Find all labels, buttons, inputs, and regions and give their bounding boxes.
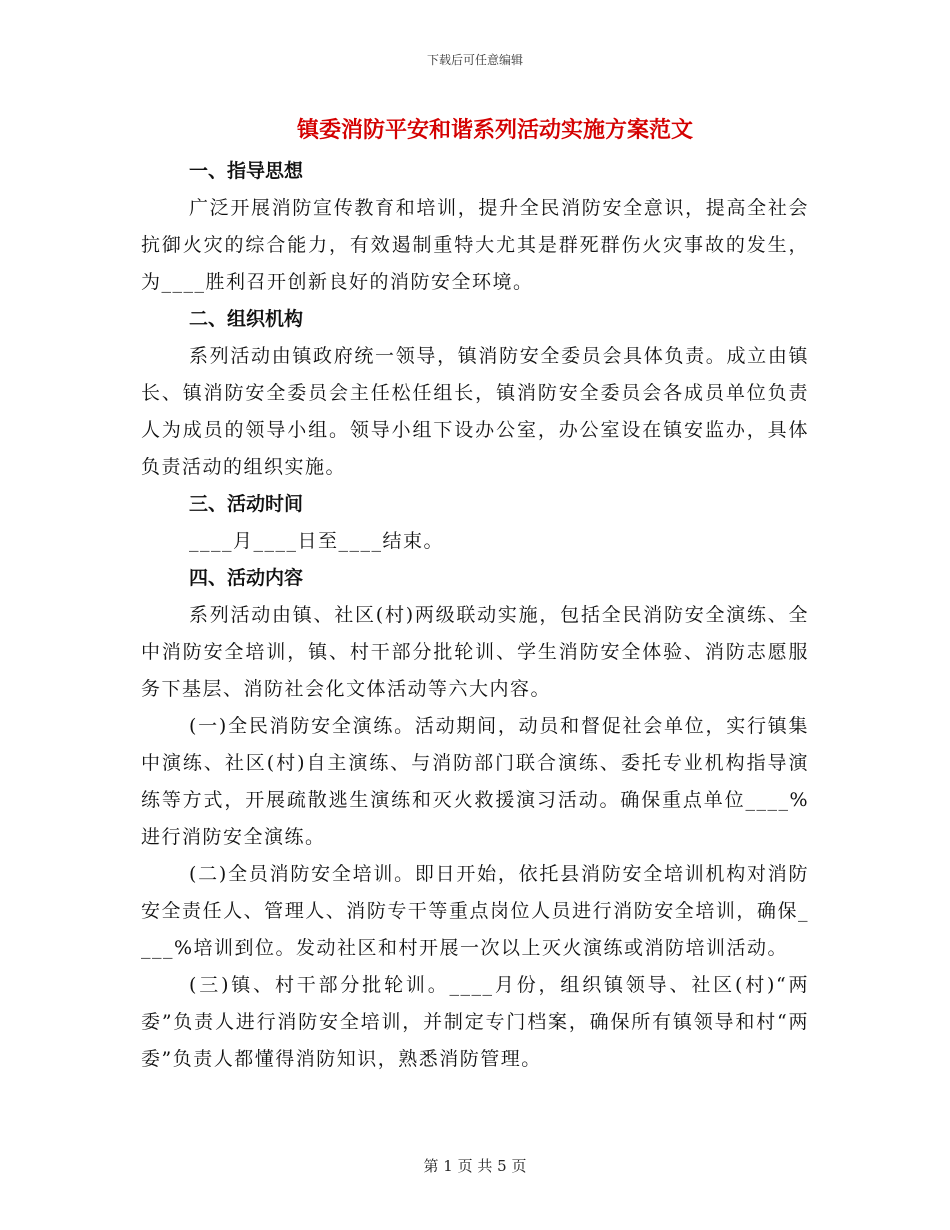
paragraph: (三)镇、村干部分批轮训。____月份，组织镇领导、社区(村)“两委”负责人进行消防安全培训，并制定专门档案，确保所有镇领导和村“两委”负责人都懂得消防知识，熟悉消防管理。 — [141, 974, 809, 1070]
page-header-note: 下载后可任意编辑 — [426, 53, 523, 67]
document-title: 镇委消防平安和谐系列活动实施方案范文 — [296, 117, 693, 143]
paragraph: (二)全员消防安全培训。即日开始，依托县消防安全培训机构对消防安全责任人、管理人、消防专干等重点岗位人员进行消防安全培训，确保____%培训到位。发动社区和村开展一次以上灭火演练或消防培训活动。 — [141, 863, 809, 959]
paragraph: 系列活动由镇政府统一领导，镇消防安全委员会具体负责。成立由镇长、镇消防安全委员会主任松任组长，镇消防安全委员会各成员单位负责人为成员的领导小组。领导小组下设办公室，办公室设在镇安监办，具体负责活动的组织实施。 — [141, 345, 809, 478]
section-heading-guiding-ideology: 一、指导思想 — [189, 160, 304, 182]
section-heading-activity-time: 三、活动时间 — [189, 493, 304, 515]
document-body — [141, 153, 809, 1078]
paragraph: 广泛开展消防宣传教育和培训，提升全民消防安全意识，提高全社会抗御火灾的综合能力，有效遏制重特大尤其是群死群伤火灾事故的发生，为____胜利召开创新良好的消防安全环境。 — [141, 197, 809, 293]
paragraph: 系列活动由镇、社区(村)两级联动实施，包括全民消防安全演练、全中消防安全培训，镇、村干部分批轮训、学生消防安全体验、消防志愿服务下基层、消防社会化文体活动等六大内容。 — [141, 604, 809, 700]
section-heading-organization: 二、组织机构 — [189, 308, 304, 330]
paragraph: (一)全民消防安全演练。活动期间，动员和督促社会单位，实行镇集中演练、社区(村)自主演练、与消防部门联合演练、委托专业机构指导演练等方式，开展疏散逃生演练和灭火救援演习活动。确保重点单位____%进行消防安全演练。 — [141, 715, 809, 848]
section-heading-activity-content: 四、活动内容 — [189, 567, 304, 589]
page-number-footer: 第 1 页 共 5 页 — [423, 1157, 527, 1175]
paragraph: ____月____日至____结束。 — [189, 530, 445, 552]
